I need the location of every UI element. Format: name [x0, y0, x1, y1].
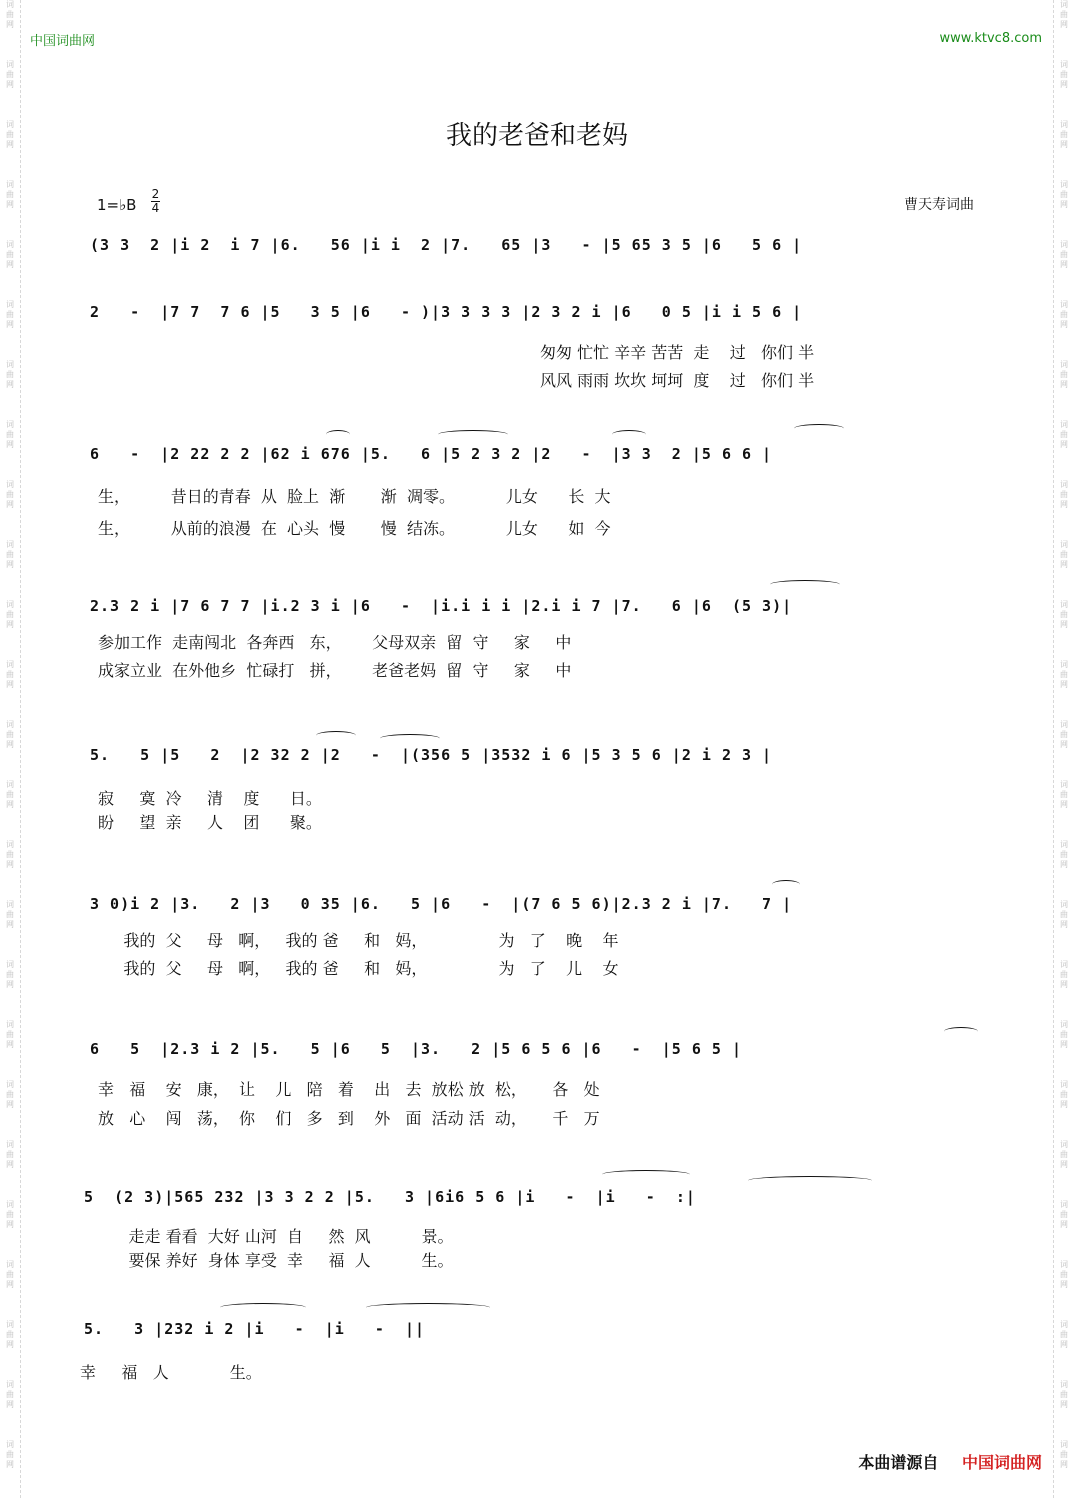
- slur: [770, 580, 840, 589]
- margin-watermark: 词 曲 网: [6, 360, 14, 389]
- margin-watermark: 词 曲 网: [1060, 960, 1068, 989]
- margin-watermark: 词 曲 网: [1060, 540, 1068, 569]
- slur: [380, 734, 440, 743]
- song-title: 我的老爸和老妈: [445, 121, 628, 151]
- margin-watermark: 词 曲 网: [6, 540, 14, 569]
- lyrics-line-8-verse-1: 走走 看看 大好 山河 自 然 风 景。: [98, 1227, 454, 1246]
- notes-line-6: 3 0)i 2 |3. 2 |3 0 35 |6. 5 |6 - |(7 6 5 6)|2.3 2 i |7. 7 |: [90, 895, 793, 913]
- notes-line-3: 6 - |2 22 2 2 |62 i 676 |5. 6 |5 2 3 2 |2 - |3 3 2 |5 6 6 |: [90, 445, 773, 463]
- notes-line-5: 5. 5 |5 2 |2 32 2 |2 - |(356 5 |3532 i 6 |5 3 5 6 |2 i 2 3 |: [90, 746, 773, 764]
- slur: [602, 1170, 690, 1179]
- margin-watermark: 词 曲 网: [1060, 1140, 1068, 1169]
- slur: [794, 424, 844, 433]
- margin-watermark: 词 曲 网: [1060, 1440, 1068, 1469]
- lyrics-line-4-verse-2: 成家立业 在外他乡 忙碌打 拼， 老爸老妈 留 守 家 中: [98, 661, 572, 680]
- margin-watermark: 词 曲 网: [6, 900, 14, 929]
- margin-watermark: 词 曲 网: [1060, 120, 1068, 149]
- key-signature: 1=♭B: [97, 196, 137, 214]
- margin-watermark: 词 曲 网: [1060, 1200, 1068, 1229]
- lyrics-line-5-verse-2: 盼 望 亲 人 团 聚。: [98, 813, 322, 832]
- lyrics-line-2-verse-1: 匆匆 忙忙 辛辛 苦苦 走 过 你们 半: [540, 343, 815, 362]
- margin-watermark: 词 曲 网: [6, 1380, 14, 1409]
- margin-watermark: 词 曲 网: [6, 720, 14, 749]
- lyrics-line-3-verse-2: 生， 从前的浪漫 在 心头 慢 慢 结冻。 儿女 如 今: [98, 519, 611, 538]
- time-signature-top: 2: [151, 187, 160, 201]
- margin-watermark: 词 曲 网: [6, 780, 14, 809]
- margin-watermark: 词 曲 网: [6, 0, 14, 29]
- margin-watermark: 词 曲 网: [6, 180, 14, 209]
- margin-watermark: 词 曲 网: [6, 1260, 14, 1289]
- composer-credit: 曹天寿词曲: [904, 197, 974, 213]
- margin-watermark: 词 曲 网: [6, 480, 14, 509]
- slur: [366, 1303, 490, 1312]
- margin-watermark: 词 曲 网: [6, 1140, 14, 1169]
- lyrics-line-9: 幸 福 人 生。: [80, 1363, 262, 1382]
- lyrics-line-5-verse-1: 寂 寞 冷 清 度 日。: [98, 789, 322, 808]
- notes-line-2: 2 - |7 7 7 6 |5 3 5 |6 - )|3 3 3 3 |2 3 2 i |6 0 5 |i i 5 6 |: [90, 303, 803, 321]
- lyrics-line-3-verse-1: 生， 昔日的青春 从 脸上 渐 渐 凋零。 儿女 长 大: [98, 487, 611, 506]
- footer-source-label: 本曲谱源自: [858, 1453, 939, 1472]
- site-name-left[interactable]: 中国词曲网: [30, 34, 96, 49]
- margin-watermark: 词 曲 网: [6, 1020, 14, 1049]
- margin-watermark: 词 曲 网: [1060, 60, 1068, 89]
- lyrics-line-8-verse-2: 要保 养好 身体 享受 幸 福 人 生。: [98, 1251, 454, 1270]
- footer-brand-link[interactable]: 中国词曲网: [961, 1453, 1042, 1472]
- slur: [612, 430, 646, 439]
- notes-line-7: 6 5 |2.3 i 2 |5. 5 |6 5 |3. 2 |5 6 5 6 |6 - |5 6 5 |: [90, 1040, 742, 1058]
- margin-watermark: 词 曲 网: [6, 1200, 14, 1229]
- slur: [316, 731, 356, 740]
- lyrics-line-2-verse-2: 风风 雨雨 坎坎 坷坷 度 过 你们 半: [540, 371, 815, 390]
- margin-watermark: 词 曲 网: [1060, 360, 1068, 389]
- margin-watermark: 词 曲 网: [1060, 660, 1068, 689]
- margin-watermark: 词 曲 网: [6, 60, 14, 89]
- margin-watermark: 词 曲 网: [6, 120, 14, 149]
- margin-watermark: 词 曲 网: [1060, 900, 1068, 929]
- notes-line-1: (3 3 2 |i 2 i 7 |6. 56 |i i 2 |7. 65 |3 - |5 65 3 5 |6 5 6 |: [90, 236, 803, 254]
- margin-watermark: 词 曲 网: [1060, 180, 1068, 209]
- margin-watermark: 词 曲 网: [1060, 720, 1068, 749]
- margin-watermark: 词 曲 网: [6, 960, 14, 989]
- margin-watermark: 词 曲 网: [6, 240, 14, 269]
- margin-watermark: 词 曲 网: [6, 1440, 14, 1469]
- margin-watermark: 词 曲 网: [1060, 600, 1068, 629]
- lyrics-line-6-verse-2: 我的 父 母 啊， 我的 爸 和 妈， 为 了 儿 女: [98, 959, 619, 978]
- footer-source: [858, 1450, 1042, 1473]
- margin-watermark: 词 曲 网: [1060, 0, 1068, 29]
- slur: [326, 430, 350, 439]
- lyrics-line-7-verse-1: 幸 福 安 康， 让 儿 陪 着 出 去 放松 放 松， 各 处: [98, 1080, 600, 1099]
- lyrics-line-7-verse-2: 放 心 闯 荡， 你 们 多 到 外 面 活动 活 动， 千 万: [98, 1109, 600, 1128]
- slur: [220, 1303, 306, 1312]
- margin-watermark: 词 曲 网: [1060, 840, 1068, 869]
- notes-line-4: 2.3 2 i |7 6 7 7 |i.2 3 i |6 - |i.i i i |2.i i 7 |7. 6 |6 (5 3)|: [90, 597, 793, 615]
- lyrics-line-4-verse-1: 参加工作 走南闯北 各奔西 东， 父母双亲 留 守 家 中: [98, 633, 572, 652]
- slur: [772, 880, 800, 889]
- margin-watermark: 词 曲 网: [1060, 240, 1068, 269]
- notes-line-9: 5. 3 |232 i 2 |i - |i - ||: [84, 1320, 426, 1338]
- slur: [748, 1176, 872, 1185]
- margin-watermark: 词 曲 网: [6, 660, 14, 689]
- margin-watermark: 词 曲 网: [6, 1320, 14, 1349]
- margin-watermark: 词 曲 网: [1060, 300, 1068, 329]
- margin-watermark: 词 曲 网: [6, 1080, 14, 1109]
- margin-watermark: 词 曲 网: [1060, 1380, 1068, 1409]
- time-signature-bottom: 4: [151, 201, 160, 215]
- margin-watermark: 词 曲 网: [1060, 420, 1068, 449]
- margin-watermark: 词 曲 网: [1060, 780, 1068, 809]
- margin-watermark: 词 曲 网: [1060, 1020, 1068, 1049]
- margin-watermark: 词 曲 网: [6, 840, 14, 869]
- margin-watermark: 词 曲 网: [1060, 1260, 1068, 1289]
- margin-watermark: 词 曲 网: [6, 300, 14, 329]
- margin-watermark: 词 曲 网: [1060, 1080, 1068, 1109]
- lyrics-line-6-verse-1: 我的 父 母 啊， 我的 爸 和 妈， 为 了 晚 年: [98, 931, 619, 950]
- slur: [944, 1027, 978, 1036]
- margin-watermark: 词 曲 网: [6, 600, 14, 629]
- site-url-right[interactable]: www.ktvc8.com: [939, 31, 1042, 46]
- margin-watermark: 词 曲 网: [1060, 480, 1068, 509]
- notes-line-8: 5 (2 3)|565 232 |3 3 2 2 |5. 3 |6i6 5 6 |i - |i - :|: [84, 1188, 696, 1206]
- slur: [438, 430, 508, 439]
- margin-watermark: 词 曲 网: [6, 420, 14, 449]
- time-signature: [151, 188, 160, 215]
- margin-watermark: 词 曲 网: [1060, 1320, 1068, 1349]
